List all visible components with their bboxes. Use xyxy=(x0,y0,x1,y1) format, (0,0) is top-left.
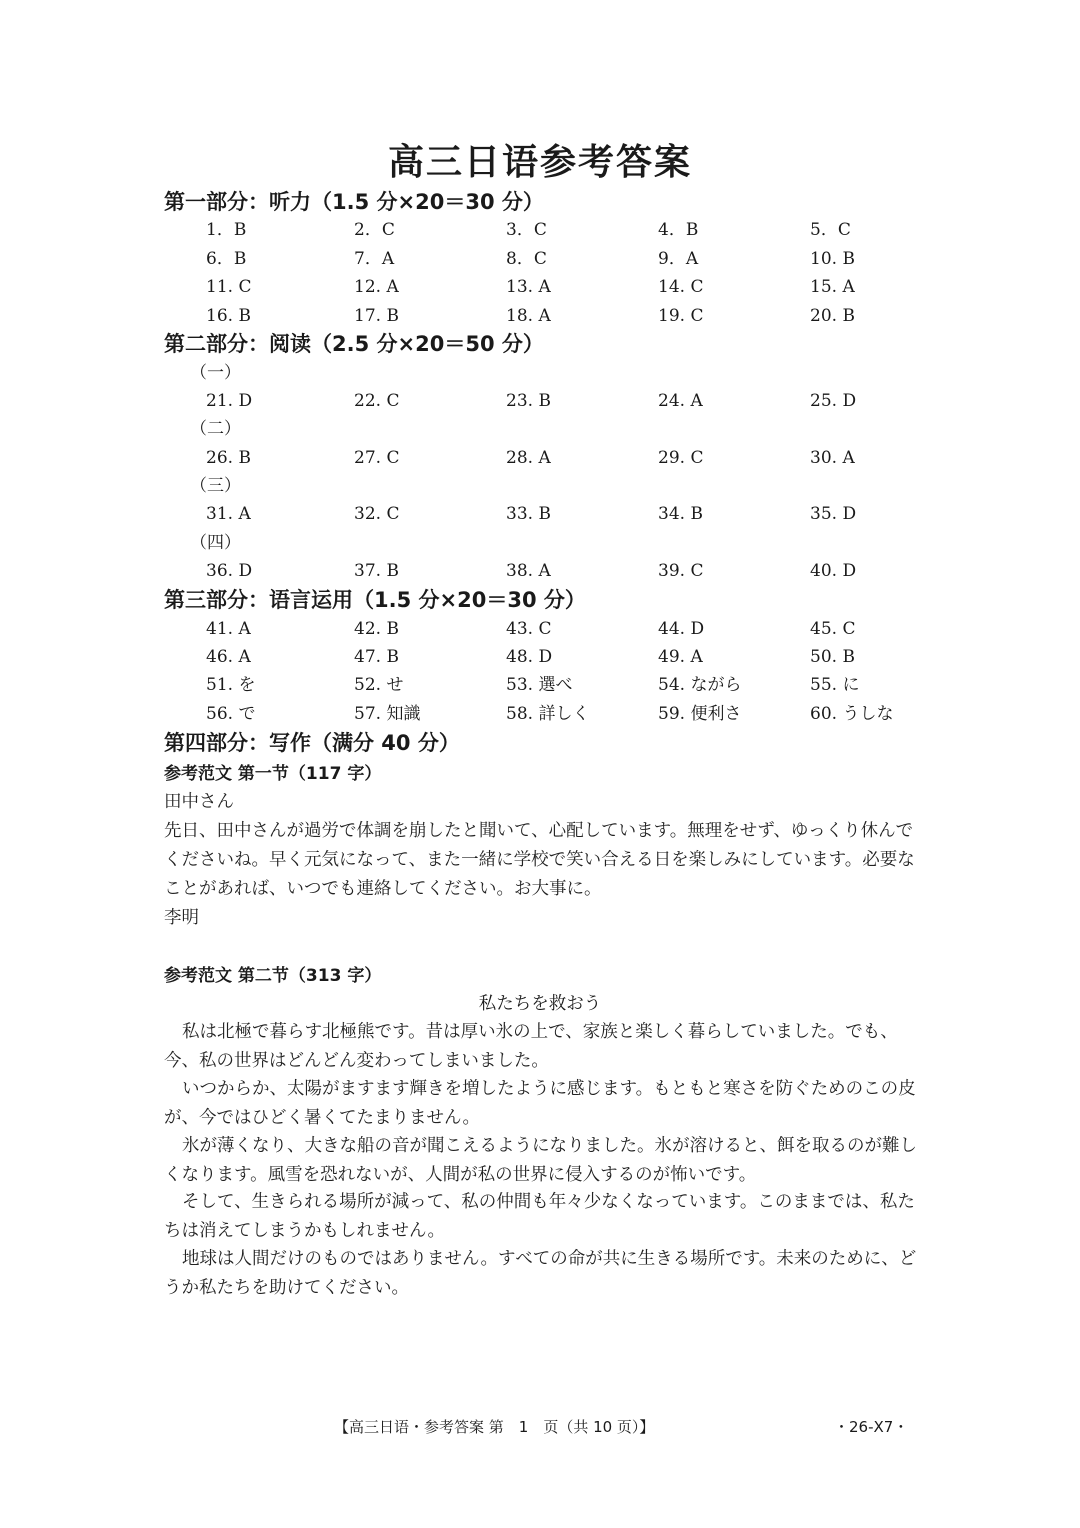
answer-cell: 37. B xyxy=(354,561,399,581)
part4-heading: 第四部分：写作（满分 40 分） xyxy=(164,731,460,755)
answer-row xyxy=(0,245,1080,273)
answer-row xyxy=(0,671,1080,699)
essay1-body: 先日、田中さんが過労で体調を崩したと聞いて、心配しています。無理をせず、ゆっくり休んでくださいね。早く元気になって、また一緒に学校で笑い合える日を楽しみにしています。必要なことがあれば、いつでも連絡してください。お大事に。 xyxy=(164,821,915,899)
answer-cell: 58. 詳しく xyxy=(506,704,590,724)
essay1-signature: 李明 xyxy=(164,908,199,928)
answer-cell: 27. C xyxy=(354,448,400,468)
answer-cell: 9．A xyxy=(658,249,699,269)
answer-cell: 5．C xyxy=(810,220,851,240)
essay2-paragraph: 私は北極で暮らす北極熊です。昔は厚い氷の上で、家族と楽しく暮らしていました。でも、今、私の世界はどんどん変わってしまいました。 xyxy=(164,1022,898,1071)
answer-cell: 38. A xyxy=(506,561,551,581)
answer-cell: 41. A xyxy=(206,619,251,639)
page-code: ・26-X7・ xyxy=(834,1418,909,1436)
answer-cell: 42. B xyxy=(354,619,399,639)
part2-heading: 第二部分：阅读（2.5 分×20＝50 分） xyxy=(164,332,544,356)
answer-cell: 53. 選べ xyxy=(506,675,573,695)
answer-cell: 35. D xyxy=(810,504,857,524)
page-title: 高三日语参考答案 xyxy=(387,142,692,183)
answer-cell: 20. B xyxy=(810,306,855,326)
answer-cell: 40. D xyxy=(810,561,857,581)
part1-heading: 第一部分：听力（1.5 分×20＝30 分） xyxy=(164,190,544,214)
answer-cell: 46. A xyxy=(206,647,251,667)
group-label: （四） xyxy=(190,533,241,553)
answer-cell: 3．C xyxy=(506,220,547,240)
answer-row xyxy=(0,643,1080,671)
answer-cell: 2．C xyxy=(354,220,395,240)
answer-cell: 1．B xyxy=(206,220,247,240)
essay2-paragraph: 地球は人間だけのものではありません。すべての命が共に生きる場所です。未来のために、どうか私たちを助けてください。 xyxy=(164,1249,917,1298)
answer-cell: 17. B xyxy=(354,306,399,326)
answer-cell: 30. A xyxy=(810,448,855,468)
answer-cell: 12. A xyxy=(354,277,399,297)
essay2-paragraph: 氷が薄くなり、大きな船の音が聞こえるようになりました。氷が溶けると、餌を取るのが難しくなります。風雪を恐れないが、人間が私の世界に侵入するのが怖いです。 xyxy=(164,1136,917,1185)
answer-cell: 44. D xyxy=(658,619,705,639)
answer-row xyxy=(0,387,1080,415)
answer-row xyxy=(0,615,1080,643)
answer-cell: 25. D xyxy=(810,391,857,411)
answer-cell: 26. B xyxy=(206,448,251,468)
answer-cell: 45. C xyxy=(810,619,856,639)
answer-row xyxy=(0,302,1080,330)
answer-cell: 60. うしな xyxy=(810,704,894,724)
answer-cell: 55. に xyxy=(810,675,860,695)
group-label: （二） xyxy=(190,419,241,439)
part3-heading: 第三部分：语言运用（1.5 分×20＝30 分） xyxy=(164,588,586,612)
answer-cell: 13. A xyxy=(506,277,551,297)
answer-cell: 54. ながら xyxy=(658,675,742,695)
answer-cell: 11. C xyxy=(206,277,252,297)
answer-cell: 6．B xyxy=(206,249,247,269)
essay1-salutation: 田中さん xyxy=(164,792,234,812)
page-footer: 【高三日语・参考答案 第 1 页（共 10 页）】 xyxy=(334,1418,655,1436)
answer-cell: 16. B xyxy=(206,306,251,326)
answer-cell: 14. C xyxy=(658,277,704,297)
essay2-paragraph: そして、生きられる場所が減って、私の仲間も年々少なくなっています。このままでは、私たちは消えてしまうかもしれません。 xyxy=(164,1192,915,1241)
answer-cell: 18. A xyxy=(506,306,551,326)
answer-cell: 59. 便利さ xyxy=(658,704,742,724)
answer-cell: 21. D xyxy=(206,391,253,411)
essay2-title: 私たちを救おう xyxy=(478,994,602,1014)
answer-cell: 39. C xyxy=(658,561,704,581)
answer-row xyxy=(0,216,1080,244)
answer-row xyxy=(0,444,1080,472)
answer-cell: 47. B xyxy=(354,647,399,667)
answer-cell: 28. A xyxy=(506,448,551,468)
answer-cell: 23. B xyxy=(506,391,551,411)
group-label: （一） xyxy=(190,363,241,383)
answer-cell: 31. A xyxy=(206,504,251,524)
answer-cell: 49. A xyxy=(658,647,703,667)
answer-cell: 34. B xyxy=(658,504,703,524)
answer-cell: 36. D xyxy=(206,561,253,581)
answer-cell: 56. で xyxy=(206,704,256,724)
answer-cell: 50. B xyxy=(810,647,855,667)
answer-row xyxy=(0,700,1080,728)
answer-cell: 57. 知識 xyxy=(354,704,421,724)
answer-cell: 48. D xyxy=(506,647,553,667)
answer-cell: 10. B xyxy=(810,249,855,269)
answer-row xyxy=(0,557,1080,585)
answer-cell: 32. C xyxy=(354,504,400,524)
essay2-heading: 参考范文 第二节（313 字） xyxy=(164,966,382,986)
essay1-heading: 参考范文 第一节（117 字） xyxy=(164,764,382,784)
answer-cell: 15. A xyxy=(810,277,855,297)
group-label: （三） xyxy=(190,476,241,496)
answer-cell: 43. C xyxy=(506,619,552,639)
answer-cell: 19. C xyxy=(658,306,704,326)
answer-row xyxy=(0,273,1080,301)
answer-cell: 51. を xyxy=(206,675,256,695)
answer-cell: 52. せ xyxy=(354,675,404,695)
answer-cell: 22. C xyxy=(354,391,400,411)
answer-cell: 29. C xyxy=(658,448,704,468)
answer-cell: 33. B xyxy=(506,504,551,524)
answer-cell: 8．C xyxy=(506,249,547,269)
answer-cell: 4．B xyxy=(658,220,699,240)
essay2-paragraph: いつからか、太陽がますます輝きを増したように感じます。もともと寒さを防ぐためのこの皮が、今ではひどく暑くてたまりません。 xyxy=(164,1079,916,1128)
answer-cell: 7．A xyxy=(354,249,395,269)
answer-row xyxy=(0,500,1080,528)
answer-cell: 24. A xyxy=(658,391,703,411)
